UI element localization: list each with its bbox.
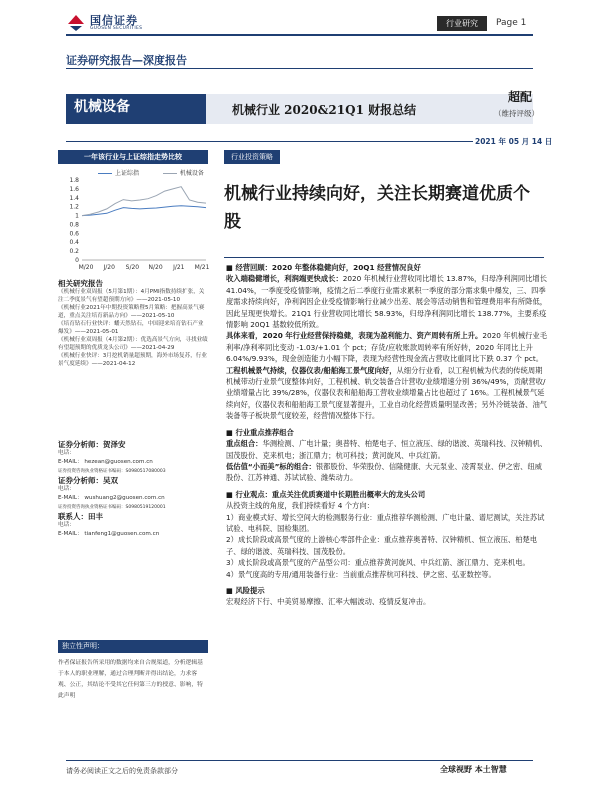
independence-text: 作者保证报告所采用的数据均来自合规渠道，分析逻辑基于本人的职业理解，通过合理判断并得出结论，力求客观、公正，其结论不受其它任何第三方的授意、影响，特此声明 [58, 660, 203, 699]
logo-text-cn: 国信证券 [90, 14, 138, 27]
contact-email: E-MAIL： tianfeng1@guosen.com.cn [58, 531, 160, 537]
bullet-icon: ■ [226, 489, 236, 499]
paragraph: 2020 年机械行业营收同比增长 13.87%，归母净利润同比增长 41.04%，一季度受疫情影响，疫情之后二季度行业需求累积一季度的部分需求集中爆发，三、四季度需求持续向好，净利润因企业受疫情影响行业减少出差、展会等活动销售和管理费用率有所降低，因此呈现更快增长。21Q1 行业营收同比增长 58.93%，归母净利润同比增长 138.77%，主要系疫情影响 20Q1 基数较低所致。 [226, 274, 548, 330]
x-tick-label: N/20 [148, 264, 163, 271]
contact-name: 联系人：田丰 [58, 512, 103, 521]
y-tick-label: 0.8 [69, 221, 79, 229]
main-body [226, 262, 548, 608]
rating-note: （维持评级） [494, 109, 539, 118]
report-title: 机械行业 2020&21Q1 财报总结 [232, 103, 417, 117]
logo-mark-icon [66, 12, 86, 32]
date-rule [66, 141, 533, 142]
bullet-icon: ■ [226, 427, 236, 437]
related-item: 《培育钻石行业快评：蟠天然钻石，中国迎来培育钻石产业爆发》——2021-05-01 [58, 321, 204, 335]
para-lead: 低估值“小而美”标的组合： [226, 461, 316, 471]
contact-phone: 电话： [58, 522, 75, 528]
section-heading: 风险提示 [235, 585, 265, 595]
report-date: 2021 年 05 月 14 日 [475, 137, 553, 146]
logo-text-en: GUOSEN SECURITIES [90, 26, 143, 31]
section-heading: 经营回顾：2020 年整体稳健向好，20Q1 经营情况良好 [235, 263, 421, 272]
para-lead: 重点组合： [226, 439, 263, 449]
y-tick-label: 0.4 [69, 239, 79, 247]
y-tick-label: 1.4 [69, 194, 79, 202]
legend-label-2: 机械设备 [179, 170, 204, 177]
paragraph: 银都股份、华荣股份、信隆健康、大元泵业、凌霄泵业、伊之密、纽威股份、江苏神通、苏试试验、潍柴动力。 [226, 461, 543, 483]
analyst-email: E-MAIL： wushuang2@guosen.com.cn [58, 495, 165, 501]
paragraph: 华测检测、广电计量；奥普特、柏楚电子、恒立液压、绿的谐波、英瑞科技、汉钟精机、国茂股份、克来机电；浙江鼎力；杭可科技；黄河旋风、中兵红箭。 [226, 439, 548, 460]
list-item-text: 重点推荐华测检测、广电计量、谱尼测试，关注苏试试验、电科院、国检集团。 [226, 512, 545, 533]
footer-disclaimer: 请务必阅读正文之后的免责条款部分 [66, 767, 178, 775]
related-item: 《机械行业快评：3月挖机销量超预期，海外市场复苏，行业景气度延续》——2021-04-12 [58, 353, 207, 367]
bullet-icon: ■ [226, 585, 236, 595]
legend-swatch-2 [163, 173, 177, 175]
analyst-name: 证券分析师：贺泽安 [58, 440, 126, 449]
y-tick-label: 1 [75, 212, 79, 220]
page-number: Page 1 [496, 18, 527, 28]
y-tick-label: 0 [75, 257, 79, 264]
para-lead: 工程机械景气持续，仪器仪表/船舶海工景气度向好， [226, 365, 397, 375]
list-item-lead: 3）成长阶段或高景气度的产品型公司： [226, 558, 355, 568]
list-item-text: 重点推荐奥普特、汉钟精机、恒立液压、柏楚电子、绿的谐波、英瑞科技、国茂股份。 [226, 535, 538, 556]
list-item-text: 当前重点推荐杭可科技、伊之密、弘亚数控等。 [342, 569, 496, 579]
header-rule [66, 34, 533, 36]
related-item: 《机械行业双周报（5月第1期）：4月PMI指数持续扩张，关注二季度景气有望超预期方向》——2021-05-10 [58, 289, 205, 303]
paragraph: 2020 年机械行业毛利率/净利率同比变动 -1.03/+1.01 个 pct；存货/应收账款周转率有所好转，2020 年同比上升 6.04%/9.93%，现金创造能力小幅下降，表现为经营性现金流占营收比重同比下跌 0.37 个 pct。 [226, 331, 548, 364]
analyst-list [58, 440, 208, 539]
footer-slogan: 全球视野 本土智慧 [440, 764, 507, 774]
analyst-name: 证券分析师：吴双 [58, 476, 118, 485]
analyst-email: E-MAIL： hezean@guosen.com.cn [58, 459, 153, 465]
paragraph: 宏观经济下行、中美贸易摩擦、汇率大幅波动、疫情反复冲击。 [226, 597, 431, 607]
related-research [58, 280, 208, 368]
list-item-lead: 4）景气度高的专用/通用装备行业： [226, 569, 343, 579]
section-heading: 行业观点：重点关注优质赛道中长期胜出概率大的龙头公司 [235, 489, 426, 499]
trend-chart [60, 176, 210, 274]
main-title: 机械行业持续向好，关注长期赛道优质个股 [224, 184, 530, 232]
report-series: 证券研究报告—深度报告 [66, 54, 187, 67]
y-tick-label: 1.8 [69, 177, 79, 184]
related-item: 《机械行业2021年中期投资策略暨5月策略：把握高景气赛道，重点关注培育新品方向》——2021-05-10 [58, 305, 205, 319]
section-heading: 行业重点推荐组合 [235, 427, 294, 437]
x-tick-label: J/21 [173, 264, 185, 271]
analyst-cert: 证券投资咨询执业资格证书编码：S0980519120001 [58, 505, 166, 510]
para-lead: 收入端稳健增长，利润端更快成长： [226, 274, 343, 284]
legend-label-1: 上证综指 [115, 170, 140, 177]
independence-title: 独立性声明： [58, 640, 208, 653]
related-title: 相关研究报告 [58, 279, 103, 288]
bullet-icon: ■ [226, 263, 236, 272]
main-title-rule [224, 257, 544, 258]
rating: 超配 [508, 90, 533, 104]
x-tick-label: S/20 [125, 264, 140, 271]
guosen-logo [66, 10, 161, 36]
y-tick-label: 0.6 [69, 230, 79, 238]
para-lead: 具体来看，2020 年行业经营保持稳健，表现为盈利能力、资产周转有所上升。 [226, 331, 483, 341]
related-item: 《机械行业双周报（4月第2期）：优选高景气方向，寻找业绩有望超预期的优质龙头公司》——2021-04-29 [58, 337, 208, 351]
analyst-phone: 电话： [58, 486, 75, 492]
series-line [82, 187, 206, 216]
x-tick-label: M/21 [194, 264, 210, 271]
legend-swatch-1 [98, 173, 112, 175]
footer-rule [66, 760, 533, 761]
x-tick-label: J/20 [103, 264, 115, 271]
series-rule [66, 68, 533, 69]
y-tick-label: 1.2 [69, 203, 79, 211]
x-tick-label: M/20 [78, 264, 94, 271]
analyst-phone: 电话： [58, 450, 75, 456]
industry-label: 机械设备 [74, 99, 130, 115]
chart-title: 一年该行业与上证综指走势比较 [58, 150, 208, 164]
list-item-lead: 2）成长阶段或高景气度的上游核心零部件企业： [226, 535, 384, 545]
paragraph: 从投资主线的角度，我们持续看好 4 个方向： [226, 501, 374, 511]
paragraph: 从细分行业看，以工程机械为代表的传统周期机械带动行业景气度整体向好，工程机械、轨交装备合计营收/业绩增速分别 36%/49%，贡献营收/业绩增量占比 39%/28%，仪器仪表和船舶海工营收业绩增量占比也超过了 16%。工程机械景气延续向好，仪器仪表和船舶海工景气度显著提升，工业自动化经营质量明显改善；另外冷链装备、油气装备等子板块景气度较差，经营情况整体下行。 [226, 365, 548, 421]
analyst-cert: 证券投资咨询执业资格证书编码：S0980517080003 [58, 469, 166, 474]
y-tick-label: 0.2 [69, 248, 79, 256]
doc-type-badge: 行业研究 [437, 16, 487, 31]
list-item-text: 重点推荐黄河旋风、中兵红箭、浙江鼎力、克来机电。 [354, 558, 530, 568]
topic-tag: 行业投资策略 [224, 150, 280, 164]
list-item-lead: 1）商业模式好、增长空间大的检测服务行业： [226, 512, 377, 522]
y-tick-label: 1.6 [69, 185, 79, 193]
